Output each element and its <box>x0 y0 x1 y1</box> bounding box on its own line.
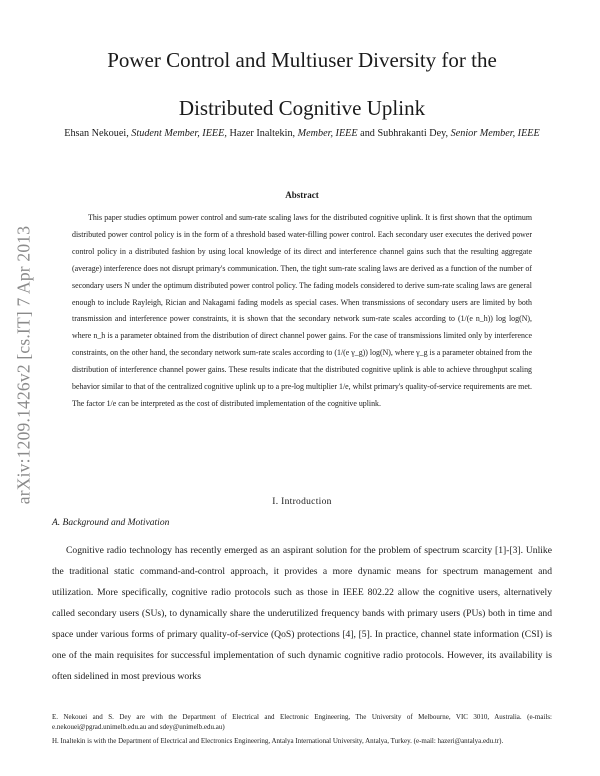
abstract-text: This paper studies optimum power control and sum-rate scaling laws for the distributed cognitive uplink. It is first shown that the optimum distributed power control policy is in the form of a threshold based water-filling power control. Each secondary user executes the derived power control policy in a distributed fashion by using local knowledge of its direct and interference channel gains such that the resulting aggregate (average) interference does not disrupt primary's communication. Then, the tight sum-rate scaling laws are derived as a function of the number of secondary users N under the optimum distributed power control policy. The fading models considered to derive sum-rate scaling laws are general enough to include Rayleigh, Rician and Nakagami fading models as special cases. When transmissions of secondary users are limited by both transmission and interference power constraints, it is shown that the secondary network sum-rate scales according to (1/(e n_h)) log log(N), where n_h is a parameter obtained from the distribution of direct channel power gains. For the case of transmissions limited only by interference constraints, on the other hand, the secondary network sum-rate scales according to (1/(e γ_g)) log(N), where γ_g is a parameter obtained from the distribution of interference channel power gains. These results indicate that the distributed cognitive uplink is able to achieve throughput scaling behavior similar to that of the centralized cognitive uplink up to a pre-log multiplier 1/e, whilst primary's quality-of-service requirements are met. The factor 1/e can be interpreted as the cost of distributed implementation of the cognitive uplink. <box>72 213 532 408</box>
author-2-role: Member, IEEE <box>297 128 358 139</box>
paper-title <box>52 36 552 132</box>
footnote-affiliation-2: H. Inaltekin is with the Department of Electrical and Electronics Engineering, Antalya International University, Antalya, Turkey. (e-mail: hazeri@antalya.edu.tr). <box>52 737 504 745</box>
arxiv-identifier-stamp <box>12 200 36 530</box>
author-2-name: Hazer Inaltekin, <box>229 128 296 139</box>
title-line-2: Distributed Cognitive Uplink <box>178 96 426 120</box>
abstract-heading: Abstract <box>285 190 319 200</box>
author-1-role: Student Member, IEEE, <box>131 128 227 139</box>
arxiv-stamp-text: arXiv:1209.1426v2 [cs.IT] 7 Apr 2013 <box>13 225 34 505</box>
author-list <box>52 124 552 144</box>
author-1-name: Ehsan Nekouei, <box>64 128 129 139</box>
footnote-affiliation-1: E. Nekouei and S. Dey are with the Department of Electrical and Electronic Engineering, The University of Melbourne, VIC 3010, Australia. (e-mails: e.nekouei@pgrad.unimelb.edu.au and sdey@unimelb.edu.au) <box>52 713 552 731</box>
title-line-1: Power Control and Multiuser Diversity for the <box>107 48 497 72</box>
subsection-heading: A. Background and Motivation <box>52 518 170 528</box>
author-conjunction: and <box>360 128 375 139</box>
author-3-role: Senior Member, IEEE <box>450 128 540 139</box>
intro-paragraph: Cognitive radio technology has recently emerged as an aspirant solution for the problem of spectrum scarcity [1]-[3]. Unlike the traditional static command-and-control approach, it provides a more dynamic means for spectrum management and utilization. More specifically, cognitive radio protocols such as those in IEEE 802.22 allow the cognitive users, alternatively called secondary users (SUs), to dynamically share the underutilized frequency bands with primary users (PUs) both in time and space under various forms of primary quality-of-service (QoS) protections [4], [5]. In practice, channel state information (CSI) is one of the main requisites for successful implementation of such dynamic cognitive radio protocols. However, its availability is often sidelined in most previous works <box>52 545 552 682</box>
section-heading: I. Introduction <box>272 497 332 507</box>
author-3-name: Subhrakanti Dey, <box>377 128 449 139</box>
